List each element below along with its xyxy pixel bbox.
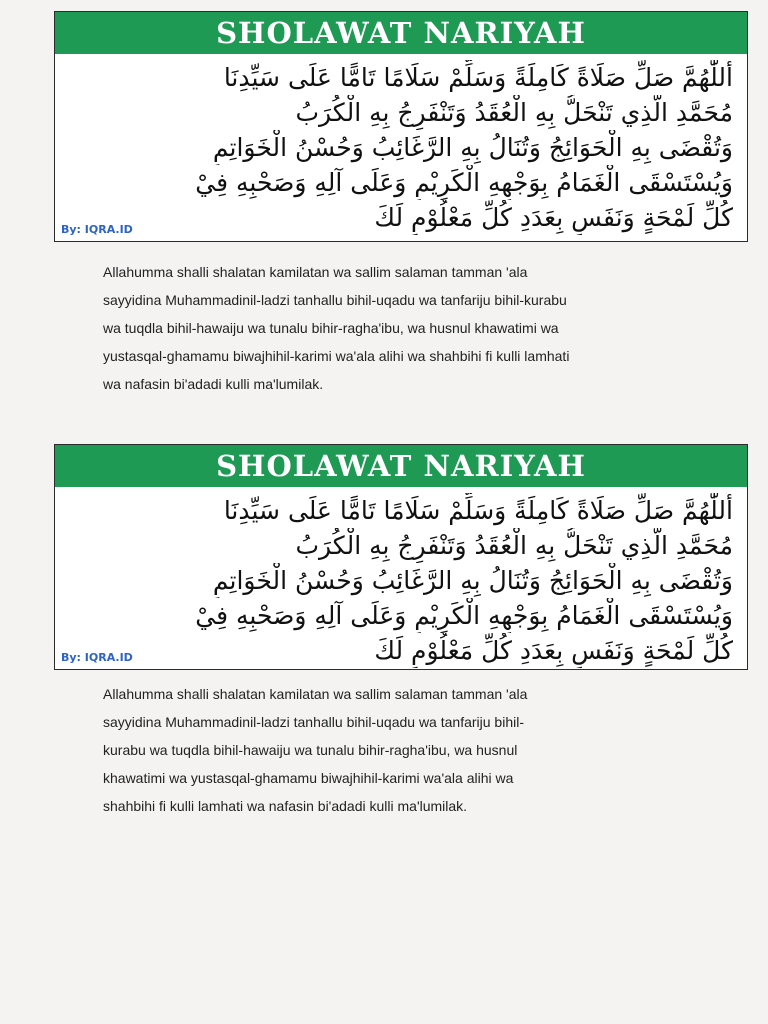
arabic-line: وَتُقْضَى بِهِ الْحَوَائِجُ وَتُنَالُ بِهِ الرَّغَائِبُ وَحُسْنُ الْخَوَاتِمِ: [212, 566, 733, 595]
sholawat-card-1: [54, 11, 748, 242]
arabic-line: أَللّٰهُمَّ صَلِّ صَلَاةً كَامِلَةً وَسَلِّمْ سَلَامًا تَامًّا عَلَى سَيِّدِنَا: [223, 63, 733, 92]
arabic-line: أَللّٰهُمَّ صَلِّ صَلَاةً كَامِلَةً وَسَلِّمْ سَلَامًا تَامًّا عَلَى سَيِّدِنَا: [223, 496, 733, 525]
transliteration-line: sayyidina Muhammadinil-ladzi tanhallu bihil-uqadu wa tanfariju bihil-: [103, 714, 524, 730]
arabic-line: وَيُسْتَسْقَى الْغَمَامُ بِوَجْهِهِ الْكَرِيْمِ وَعَلَى آلِهِ وَصَحْبِهِ فِيْ: [195, 168, 733, 197]
arabic-line: مُحَمَّدِ الَّذِي تَنْحَلُّ بِهِ الْعُقَدُ وَتَنْفَرِجُ بِهِ الْكُرَبُ: [295, 531, 733, 560]
transliteration-line: khawatimi wa yustasqal-ghamamu biwajhihil-karimi wa'ala alihi wa: [103, 770, 514, 786]
arabic-text-block: [55, 487, 747, 668]
sholawat-card-2: [54, 444, 748, 670]
credit-label: By: IQRA.ID: [61, 651, 133, 664]
transliteration-line: Allahumma shalli shalatan kamilatan wa sallim salaman tamman 'ala: [103, 686, 528, 702]
transliteration-line: sayyidina Muhammadinil-ladzi tanhallu bihil-uqadu wa tanfariju bihil-kurabu: [103, 292, 567, 308]
transliteration-line: kurabu wa tuqdla bihil-hawaiju wa tunalu bihir-ragha'ibu, wa husnul: [103, 742, 518, 758]
arabic-line: كُلِّ لَمْحَةٍ وَنَفَسٍ بِعَدَدِ كُلِّ مَعْلُوْمٍ لَكَ: [374, 636, 733, 665]
arabic-line: وَيُسْتَسْقَى الْغَمَامُ بِوَجْهِهِ الْكَرِيْمِ وَعَلَى آلِهِ وَصَحْبِهِ فِيْ: [195, 601, 733, 630]
credit-label: By: IQRA.ID: [61, 223, 133, 236]
transliteration-line: Allahumma shalli shalatan kamilatan wa sallim salaman tamman 'ala: [103, 264, 528, 280]
card-title: SHOLAWAT NARIYAH: [55, 445, 747, 487]
card-title: SHOLAWAT NARIYAH: [55, 12, 747, 54]
arabic-text-block: [55, 54, 747, 235]
arabic-line: مُحَمَّدِ الَّذِي تَنْحَلُّ بِهِ الْعُقَدُ وَتَنْفَرِجُ بِهِ الْكُرَبُ: [295, 98, 733, 127]
transliteration-paragraph-1: [103, 258, 689, 398]
transliteration-line: shahbihi fi kulli lamhati wa nafasin bi'adadi kulli ma'lumilak.: [103, 798, 468, 814]
transliteration-line: wa nafasin bi'adadi kulli ma'lumilak.: [103, 376, 324, 392]
arabic-line: كُلِّ لَمْحَةٍ وَنَفَسٍ بِعَدَدِ كُلِّ مَعْلُوْمٍ لَكَ: [374, 203, 733, 232]
transliteration-line: wa tuqdla bihil-hawaiju wa tunalu bihir-ragha'ibu, wa husnul khawatimi wa: [103, 320, 559, 336]
transliteration-paragraph-2: [103, 680, 689, 820]
transliteration-line: yustasqal-ghamamu biwajhihil-karimi wa'ala alihi wa shahbihi fi kulli lamhati: [103, 348, 570, 364]
arabic-line: وَتُقْضَى بِهِ الْحَوَائِجُ وَتُنَالُ بِهِ الرَّغَائِبُ وَحُسْنُ الْخَوَاتِمِ: [212, 133, 733, 162]
